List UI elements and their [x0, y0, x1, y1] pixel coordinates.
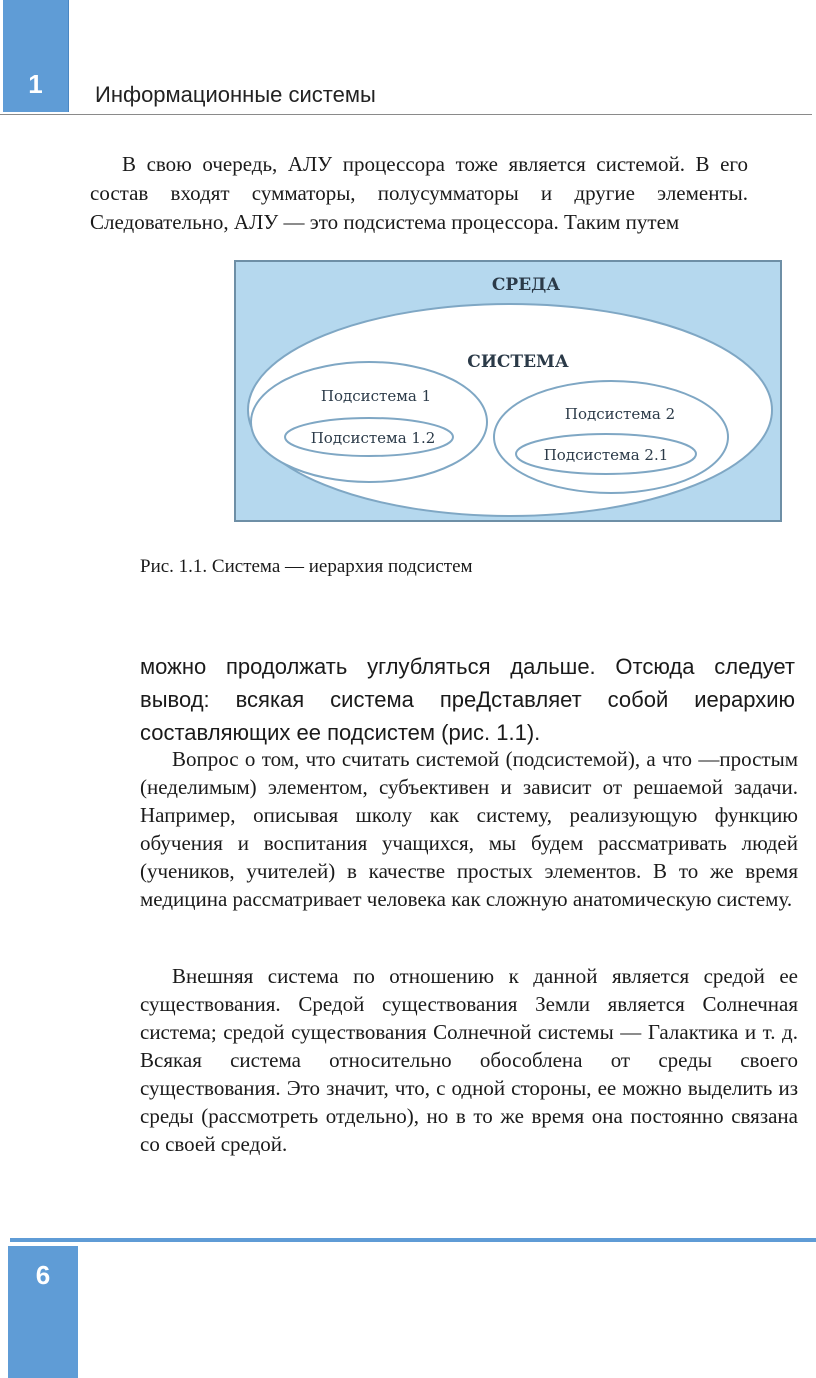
paragraph-text: Вопрос о том, что считать системой (подсистемой), а что —простым (неделимым) элементом, субъективен и зависит от решаемой задачи. Например, описывая школу как систему, реализующую функцию обучения и воспитания учащихся, мы будем рассматривать людей (учеников, учителей) в качестве простых элементов. В то же время медицина рассматривает человека как сложную анатомическую систему.	[140, 747, 798, 911]
hierarchy-figure	[234, 260, 782, 522]
paragraph-text: Внешняя система по отношению к данной является средой ее существования. Средой существования Земли является Солнечная система; средой существования Солнечной системы — Галактика и т. д. Всякая система относительно обособлена от среды своего существования. Это значит, что, с одной стороны, ее можно выделить из среды (рассмотреть отдельно), но в то же время она постоянно связана со своей средой.	[140, 964, 798, 1156]
body-paragraph-1	[140, 650, 795, 749]
page-number-tab	[8, 1246, 78, 1378]
running-header-title: Информационные системы	[95, 82, 376, 107]
subsystem-1-2-label: Подсистема 1.2	[310, 429, 436, 447]
body-paragraph-2	[140, 745, 798, 913]
body-paragraph-3	[140, 962, 798, 1158]
subsystem-1-label: Подсистема 1	[320, 387, 432, 405]
footer-divider	[10, 1238, 816, 1242]
subsystem-2-label: Подсистема 2	[564, 405, 676, 423]
subsystem-2-1-label: Подсистема 2.1	[543, 446, 669, 464]
chapter-number: 1	[28, 69, 43, 99]
paragraph-text: можно продолжать углубляться дальше. Отсюда следует вывод: всякая система преДставляет собой иерархию составляющих ее подсистем (рис. 1.1).	[140, 654, 795, 745]
page-number: 6	[35, 1260, 51, 1290]
header-divider	[0, 114, 812, 115]
chapter-tab	[3, 0, 69, 112]
intro-text: В свою очередь, АЛУ процессора тоже является системой. В его состав входят сумматоры, полусумматоры и другие элементы. Следовательно, АЛУ — это подсистема процессора. Таким путем	[90, 152, 748, 234]
environment-label: СРЕДА	[491, 275, 561, 295]
intro-paragraph	[90, 150, 748, 237]
figure-caption: Рис. 1.1. Система — иерархия подсистем	[140, 556, 473, 577]
system-label: СИСТЕМА	[467, 352, 569, 372]
hierarchy-diagram	[236, 262, 784, 524]
